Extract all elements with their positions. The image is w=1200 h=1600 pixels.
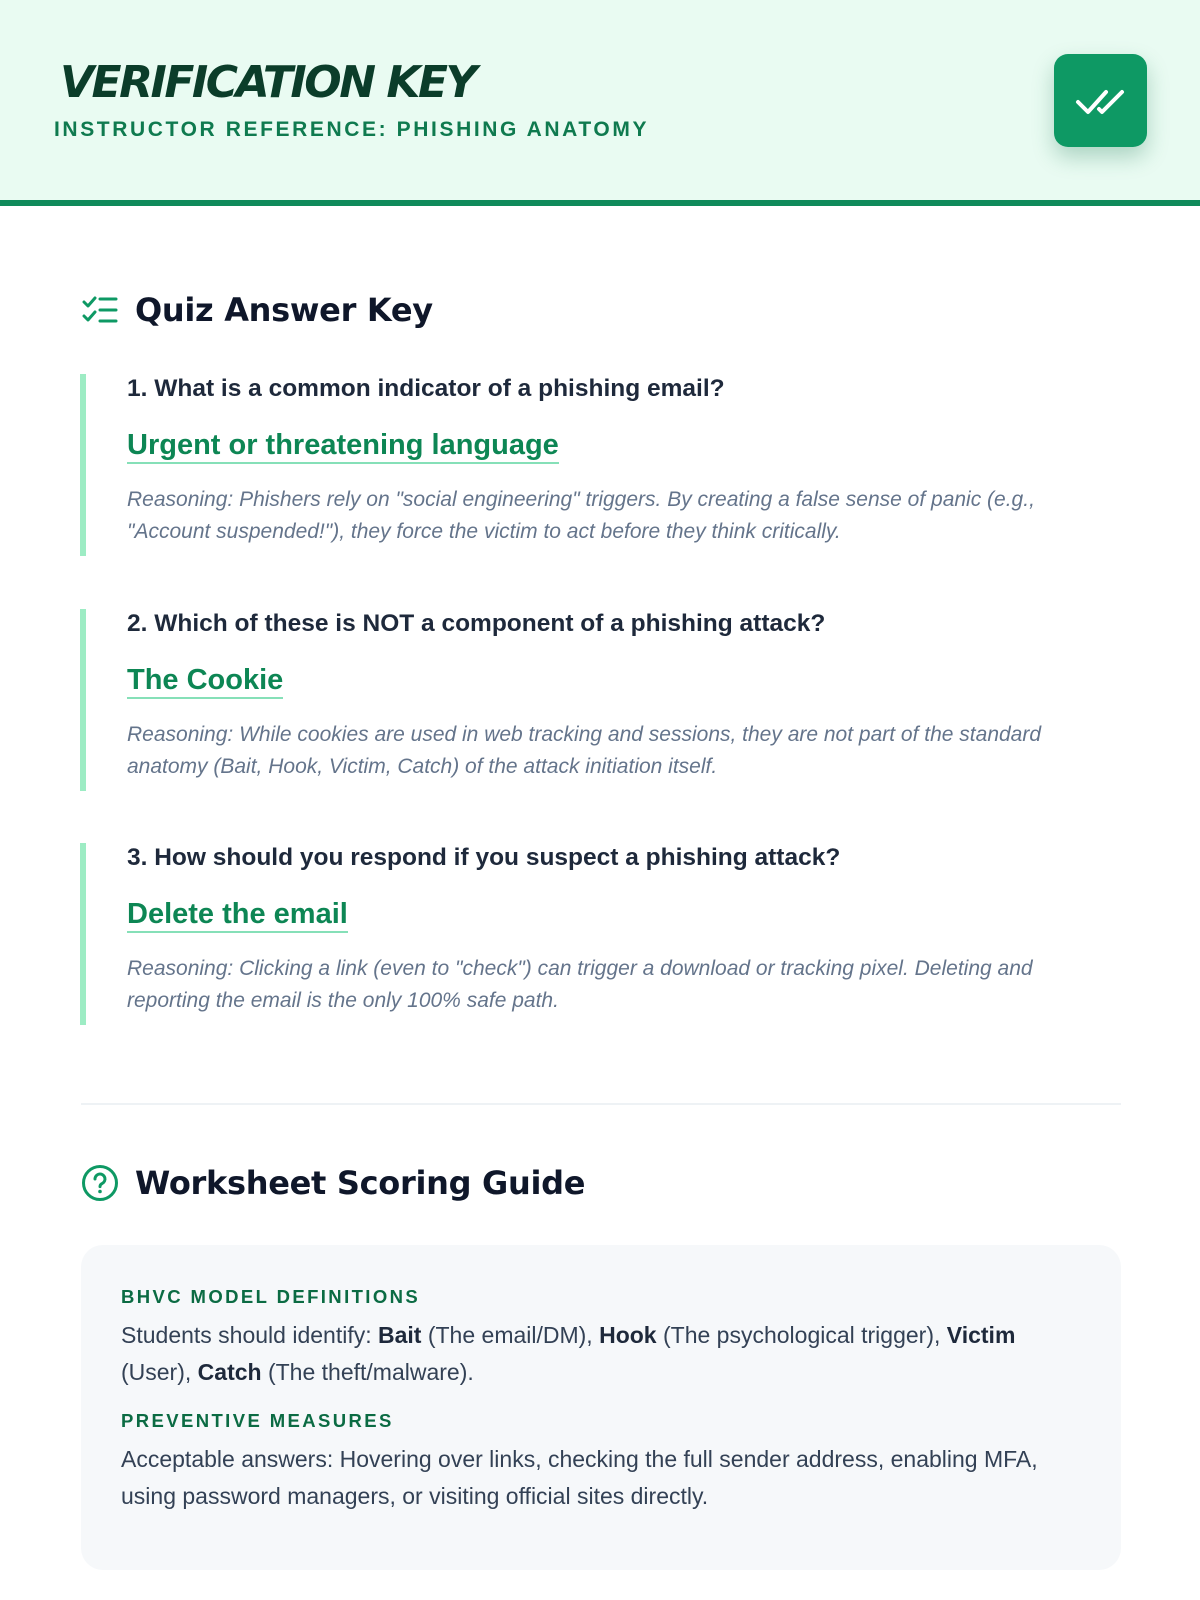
quiz-item	[80, 374, 1120, 556]
bhvc-intro: Students should identify:	[121, 1322, 378, 1348]
quiz-answer: Delete the email	[127, 897, 348, 933]
bhvc-definitions	[121, 1317, 1081, 1391]
quiz-question: 3. How should you respond if you suspect a phishing attack?	[127, 844, 841, 871]
help-circle-icon	[81, 1164, 119, 1202]
quiz-answer: Urgent or threatening language	[127, 428, 559, 464]
quiz-answer: The Cookie	[127, 663, 283, 699]
bhvc-hook-desc: (The psychological trigger),	[656, 1322, 947, 1348]
bhvc-victim-term: Victim	[946, 1322, 1016, 1348]
quiz-section-header	[81, 291, 433, 329]
bhvc-catch-term: Catch	[197, 1359, 262, 1385]
guide-section-title: Worksheet Scoring Guide	[135, 1164, 586, 1202]
bhvc-victim-desc: (User),	[121, 1359, 198, 1385]
quiz-reasoning: Reasoning: Clicking a link (even to "check") can trigger a download or tracking pixel. Deleting and reporting the email is the only 100% safe path.	[127, 957, 1033, 1012]
double-check-icon	[1075, 81, 1127, 121]
quiz-section-title: Quiz Answer Key	[135, 291, 433, 329]
bhvc-bait-desc: (The email/DM),	[421, 1322, 600, 1348]
quiz-question: 1. What is a common indicator of a phishing email?	[127, 375, 725, 402]
section-divider	[81, 1103, 1121, 1105]
bhvc-catch-desc: (The theft/malware).	[261, 1359, 474, 1385]
header-banner	[0, 0, 1200, 206]
page-title: VERIFICATION KEY	[60, 57, 475, 108]
bhvc-label: BHVC MODEL DEFINITIONS	[121, 1286, 421, 1307]
page-subtitle: INSTRUCTOR REFERENCE: PHISHING ANATOMY	[54, 118, 650, 141]
checklist-icon	[81, 291, 119, 329]
quiz-item	[80, 609, 1120, 791]
preventive-measures: Acceptable answers: Hovering over links, checking the full sender address, enabling MFA, using password managers, or visiting official sites directly.	[121, 1446, 1038, 1509]
bhvc-bait-term: Bait	[378, 1322, 422, 1348]
scoring-guide-card	[81, 1245, 1121, 1570]
quiz-question: 2. Which of these is NOT a component of a phishing attack?	[127, 610, 826, 637]
preventive-label: PREVENTIVE MEASURES	[121, 1410, 394, 1431]
verified-badge	[1054, 54, 1147, 147]
bhvc-hook-term: Hook	[599, 1322, 657, 1348]
quiz-reasoning: Reasoning: While cookies are used in web tracking and sessions, they are not part of the standard anatomy (Bait, Hook, Victim, Catch) of the attack initiation itself.	[127, 723, 1042, 778]
quiz-item	[80, 843, 1120, 1025]
guide-section-header	[81, 1164, 585, 1202]
quiz-reasoning: Reasoning: Phishers rely on "social engineering" triggers. By creating a false sense of panic (e.g., "Account suspended!"), they force the victim to act before they think critically.	[127, 488, 1035, 543]
